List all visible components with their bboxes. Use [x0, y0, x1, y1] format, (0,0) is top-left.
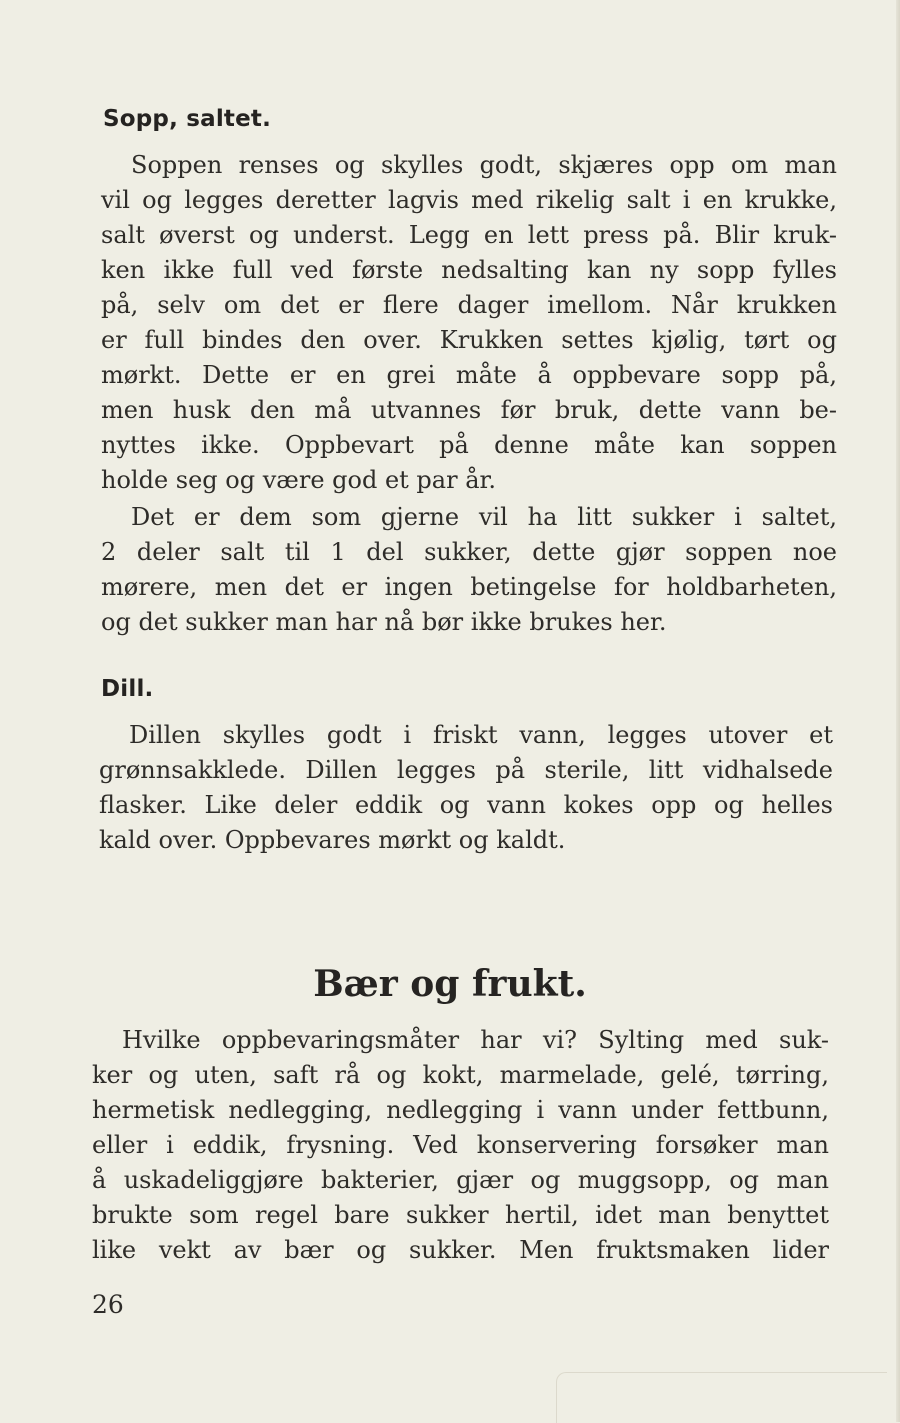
section-heading-sopp: Sopp, saltet. [103, 106, 272, 132]
chapter-title-baer-og-frukt: Bær og frukt. [313, 963, 587, 1005]
text-line: er full bindes den over. Krukken settes kjølig, tørt og [101, 326, 837, 354]
page-corner-shadow [556, 1372, 887, 1423]
text-line: Dillen skylles godt i friskt vann, legges utover et [129, 721, 833, 749]
text-line: kald over. Oppbevares mørkt og kaldt. [99, 826, 566, 854]
text-line: mørkt. Dette er en grei måte å oppbevare sopp på, [101, 361, 837, 389]
text-line: 2 deler salt til 1 del sukker, dette gjør soppen noe [101, 538, 837, 566]
page-edge [896, 0, 900, 1422]
text-line: salt øverst og underst. Legg en lett press på. Blir kruk- [101, 221, 837, 249]
text-line: og det sukker man har nå bør ikke brukes her. [101, 608, 667, 636]
text-line: nyttes ikke. Oppbevart på denne måte kan soppen [101, 431, 837, 459]
text-line: Hvilke oppbevaringsmåter har vi? Sylting med suk- [122, 1026, 829, 1054]
text-line: like vekt av bær og sukker. Men fruktsmaken lider [92, 1236, 829, 1264]
text-line: eller i eddik, frysning. Ved konservering forsøker man [92, 1131, 829, 1159]
text-line: vil og legges deretter lagvis med rikelig salt i en krukke, [101, 186, 837, 214]
text-line: ken ikke full ved første nedsalting kan ny sopp fylles [101, 256, 837, 284]
text-line: holde seg og være god et par år. [101, 466, 496, 494]
text-line: på, selv om det er flere dager imellom. Når krukken [101, 291, 837, 319]
text-line: å uskadeliggjøre bakterier, gjær og muggsopp, og man [92, 1166, 829, 1194]
section-heading-dill: Dill. [101, 676, 154, 702]
text-line: men husk den må utvannes før bruk, dette vann be- [101, 396, 837, 424]
text-line: grønnsakklede. Dillen legges på sterile, litt vidhalsede [99, 756, 833, 784]
text-line: ker og uten, saft rå og kokt, marmelade, gelé, tørring, [92, 1061, 829, 1089]
text-line: flasker. Like deler eddik og vann kokes opp og helles [99, 791, 833, 819]
text-line: hermetisk nedlegging, nedlegging i vann under fettbunn, [92, 1096, 829, 1124]
text-line: mørere, men det er ingen betingelse for holdbarheten, [101, 573, 837, 601]
text-line: Soppen renses og skylles godt, skjæres opp om man [131, 151, 837, 179]
text-line: brukte som regel bare sukker hertil, idet man benyttet [92, 1201, 829, 1229]
text-line: Det er dem som gjerne vil ha litt sukker i saltet, [131, 503, 837, 531]
page-number: 26 [92, 1290, 124, 1319]
